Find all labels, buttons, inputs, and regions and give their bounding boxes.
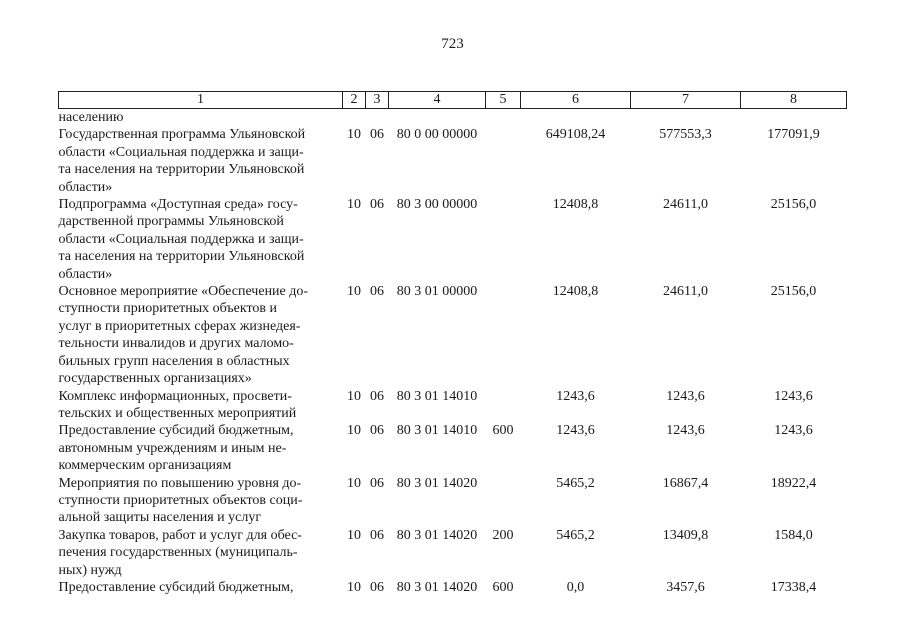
amount-col6-cell: 649108,24 (545, 127, 606, 143)
row-name-line: области» (58, 179, 113, 195)
amount-col7-cell: 1243,6 (666, 423, 705, 439)
row-name-line: услуг в приоритетных сферах жизнедея- (58, 318, 301, 334)
amount-col8-cell: 1243,6 (774, 423, 813, 439)
section-code-cell: 10 (347, 284, 361, 300)
subsection-code-cell: 06 (370, 197, 384, 213)
amount-col6-cell: 1243,6 (556, 388, 595, 404)
row-name-line: ступности приоритетных объектов и (58, 301, 278, 317)
row-name-line: автономным учреждениям и иным не- (58, 440, 287, 456)
target-item-code-cell: 80 3 00 00000 (396, 197, 478, 213)
table-row (59, 126, 847, 196)
amount-col8-cell: 17338,4 (770, 579, 817, 595)
row-name-cell (59, 388, 343, 423)
target-item-code-cell: 80 0 00 00000 (396, 127, 478, 143)
row-name-line: Государственная программа Ульяновской (58, 127, 306, 143)
expense-type-cell (486, 196, 521, 283)
table-header (59, 92, 847, 109)
amount-col7-cell (631, 109, 741, 127)
row-name-line: области «Социальная поддержка и защи- (58, 231, 304, 247)
column-header: 6 (521, 92, 631, 109)
section-code-cell (343, 109, 366, 127)
amount-col7-cell: 13409,8 (662, 527, 709, 543)
expense-type-cell (486, 126, 521, 196)
amount-col8-cell: 25156,0 (770, 284, 817, 300)
row-name-cell (59, 196, 343, 283)
section-code-cell: 10 (347, 423, 361, 439)
expense-type-cell: 600 (492, 423, 514, 439)
subsection-code-cell: 06 (370, 388, 384, 404)
amount-col6-cell: 12408,8 (552, 284, 599, 300)
row-name-line: Закупка товаров, работ и услуг для обес- (58, 527, 302, 543)
expense-type-cell (486, 109, 521, 127)
amount-col6-cell: 12408,8 (552, 197, 599, 213)
row-name-line: дарственной программы Ульяновской (58, 214, 284, 230)
amount-col8-cell: 177091,9 (767, 127, 820, 143)
amount-col8-cell: 1584,0 (774, 527, 813, 543)
row-name-line: населению (58, 110, 124, 125)
row-name-line: тельности инвалидов и других маломо- (58, 336, 294, 352)
row-name-line: области» (58, 266, 113, 282)
expense-type-cell (486, 283, 521, 387)
row-name-line: Комплекс информационных, просвети- (58, 388, 292, 404)
subsection-code-cell: 06 (370, 284, 384, 300)
expense-type-cell (486, 388, 521, 423)
row-name-line: Основное мероприятие «Обеспечение до- (58, 284, 309, 300)
amount-col8-cell: 1243,6 (774, 388, 813, 404)
amount-col6-cell: 5465,2 (556, 527, 595, 543)
column-header: 7 (631, 92, 741, 109)
row-name-line: тельских и общественных мероприятий (58, 405, 297, 421)
row-name-line: та населения на территории Ульяновской (58, 249, 305, 265)
column-header: 2 (343, 92, 366, 109)
row-name-line: бильных групп населения в областных (58, 353, 290, 369)
subsection-code-cell: 06 (370, 527, 384, 543)
row-name-line: ступности приоритетных объектов соци- (58, 492, 303, 508)
expense-type-cell (486, 475, 521, 527)
target-item-code-cell: 80 3 01 14020 (396, 527, 478, 543)
amount-col7-cell: 1243,6 (666, 388, 705, 404)
amount-col7-cell: 3457,6 (666, 579, 705, 595)
table-row (59, 196, 847, 283)
row-name-cell (59, 283, 343, 387)
row-name-line: Предоставление субсидий бюджетным, (58, 579, 294, 595)
row-name-line: альной защиты населения и услуг (58, 510, 262, 526)
table-row (59, 388, 847, 423)
expense-type-cell: 600 (492, 579, 514, 595)
target-item-code-cell: 80 3 01 14010 (396, 388, 478, 404)
row-name-line: коммерческим организациям (58, 458, 232, 474)
subsection-code-cell: 06 (370, 579, 384, 595)
target-item-code-cell: 80 3 01 14020 (396, 475, 478, 491)
amount-col7-cell: 577553,3 (659, 127, 712, 143)
section-code-cell: 10 (347, 197, 361, 213)
column-header: 4 (389, 92, 486, 109)
row-name-cell (59, 422, 343, 474)
section-code-cell: 10 (347, 475, 361, 491)
section-code-cell: 10 (347, 579, 361, 595)
row-name-line: та населения на территории Ульяновской (58, 162, 305, 178)
column-header: 5 (486, 92, 521, 109)
page-number: 723 (441, 36, 464, 52)
table-row (59, 527, 847, 579)
table-body (59, 109, 847, 597)
section-code-cell: 10 (347, 527, 361, 543)
amount-col7-cell: 24611,0 (663, 197, 708, 213)
amount-col8-cell: 18922,4 (770, 475, 817, 491)
target-item-code-cell: 80 3 01 00000 (396, 284, 478, 300)
row-name-line: Предоставление субсидий бюджетным, (58, 423, 294, 439)
amount-col6-cell: 0,0 (566, 579, 585, 595)
column-header: 3 (366, 92, 389, 109)
amount-col6-cell (521, 109, 631, 127)
table-row (59, 422, 847, 474)
target-item-code-cell: 80 3 01 14020 (396, 579, 478, 595)
section-code-cell: 10 (347, 127, 361, 143)
row-name-cell (59, 126, 343, 196)
amount-col6-cell: 5465,2 (556, 475, 595, 491)
subsection-code-cell (366, 109, 389, 127)
row-name-line: области «Социальная поддержка и защи- (58, 144, 304, 160)
row-name-line: Мероприятия по повышению уровня до- (58, 475, 302, 491)
row-name-line: государственных организациях» (58, 371, 252, 387)
budget-table (58, 91, 847, 596)
row-name-line: ных) нужд (58, 562, 122, 578)
row-name-cell (59, 579, 343, 596)
table-row (59, 283, 847, 387)
table-row (59, 109, 847, 127)
row-name-line: печения государственных (муниципаль- (58, 545, 298, 561)
amount-col7-cell: 16867,4 (662, 475, 709, 491)
amount-col6-cell: 1243,6 (556, 423, 595, 439)
subsection-code-cell: 06 (370, 423, 384, 439)
row-name-cell (59, 527, 343, 579)
row-name-cell (59, 475, 343, 527)
amount-col7-cell: 24611,0 (663, 284, 708, 300)
subsection-code-cell: 06 (370, 127, 384, 143)
target-item-code-cell (389, 109, 486, 127)
target-item-code-cell: 80 3 01 14010 (396, 423, 478, 439)
subsection-code-cell: 06 (370, 475, 384, 491)
row-name-line: Подпрограмма «Доступная среда» госу- (58, 197, 298, 213)
column-header: 1 (59, 92, 343, 109)
expense-type-cell: 200 (492, 527, 514, 543)
table-row (59, 579, 847, 596)
section-code-cell: 10 (347, 388, 361, 404)
amount-col8-cell: 25156,0 (770, 197, 817, 213)
row-name-cell (59, 109, 343, 127)
amount-col8-cell (741, 109, 847, 127)
table-row (59, 475, 847, 527)
column-header: 8 (741, 92, 847, 109)
